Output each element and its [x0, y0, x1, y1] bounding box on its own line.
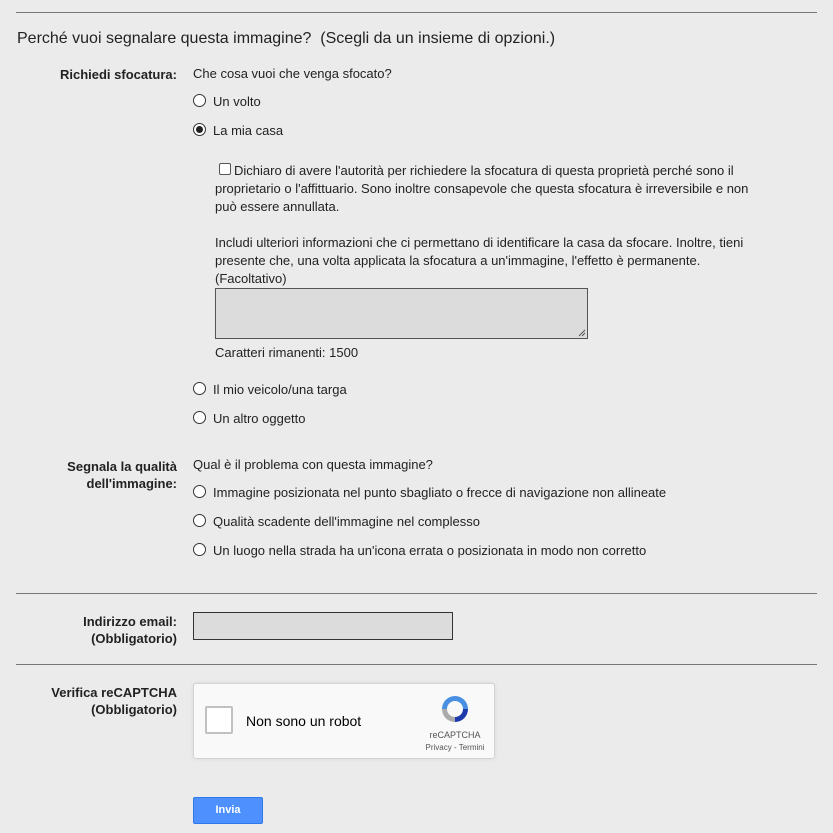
radio-face[interactable] — [193, 94, 206, 107]
recaptcha-label: Non sono un robot — [246, 713, 362, 729]
divider-email — [16, 593, 817, 594]
privacy-link[interactable]: Privacy — [425, 743, 452, 752]
additional-info-textarea[interactable] — [215, 288, 588, 339]
title-question: Perché vuoi segnalare questa immagine? — [17, 30, 312, 47]
recaptcha-links: Privacy - Termini — [425, 743, 485, 752]
submit-button[interactable]: Invia — [193, 797, 263, 824]
recaptcha-widget — [193, 683, 495, 759]
radio-poor-quality[interactable] — [193, 514, 206, 527]
option-label: Un altro oggetto — [213, 411, 306, 426]
radio-vehicle[interactable] — [193, 382, 206, 395]
declaration-text: Dichiaro di avere l'autorità per richiedere la sfocatura di questa proprietà perché sono il proprietario o l'affittuario. Sono inoltre consapevole che questa sfocatura è irreversibile e non può essere annullata. — [215, 163, 749, 214]
blur-label: Richiedi sfocatura: — [59, 67, 177, 82]
option-label: Qualità scadente dell'immagine nel complesso — [213, 514, 480, 529]
option-label: Un luogo nella strada ha un'icona errata o posizionata in modo non corretto — [213, 543, 647, 558]
radio-wrong-icon[interactable] — [193, 543, 206, 556]
top-divider — [16, 12, 817, 13]
recaptcha-logo-icon — [439, 693, 471, 725]
recaptcha-brand: reCAPTCHA — [429, 730, 481, 740]
radio-position[interactable] — [193, 485, 206, 498]
additional-info-text: Includi ulteriori informazioni che ci permettano di identificare la casa da sfocare. Inoltre, tieni presente che, una volta applicata la sfocatura a un'immagine, l'effetto è permanente. (Facoltativo) — [215, 235, 744, 286]
divider-captcha — [16, 664, 817, 665]
email-label: Indirizzo email: (Obbligatorio) — [83, 614, 177, 646]
option-label: La mia casa — [213, 123, 284, 138]
option-label: Il mio veicolo/una targa — [213, 382, 347, 397]
radio-house[interactable] — [193, 123, 206, 136]
email-field[interactable] — [193, 612, 453, 640]
quality-question: Qual è il problema con questa immagine? — [193, 457, 433, 472]
terms-link[interactable]: Termini — [458, 743, 485, 752]
title-hint: (Scegli da un insieme di opzioni.) — [320, 30, 556, 47]
blur-question: Che cosa vuoi che venga sfocato? — [193, 66, 392, 81]
radio-other[interactable] — [193, 411, 206, 424]
option-label: Immagine posizionata nel punto sbagliato o frecce di navigazione non allineate — [213, 485, 667, 500]
characters-remaining: Caratteri rimanenti: 1500 — [215, 345, 359, 360]
page-title — [17, 30, 555, 48]
resize-handle-icon[interactable] — [578, 329, 586, 337]
option-label: Un volto — [213, 94, 261, 109]
captcha-label: Verifica reCAPTCHA (Obbligatorio) — [51, 685, 177, 717]
recaptcha-checkbox[interactable] — [205, 706, 233, 734]
quality-label: Segnala la qualità dell'immagine: — [67, 459, 177, 491]
